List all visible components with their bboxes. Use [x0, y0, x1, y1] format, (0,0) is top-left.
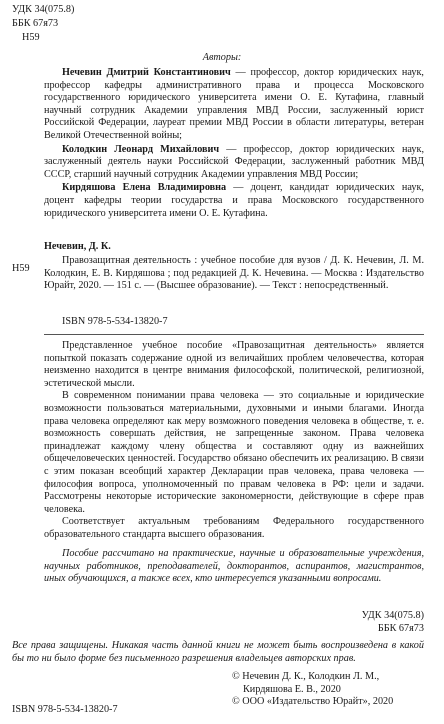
authors-list: [44, 67, 424, 220]
authors-heading: Авторы:: [202, 52, 242, 63]
author-entry: [44, 182, 424, 220]
author-index: Н59: [22, 32, 40, 43]
isbn: ISBN 978-5-534-13820-7: [62, 316, 168, 327]
annotation-paragraph: В современном понимании права человека — это социальные и юридические возможности пользоваться материальными, духовными и иными благами. Иногда права человека определяют как меру возможного поведения человека в обществе, т. е. возможность совершать действия, не запрещенные законом. Права человека принадлежат каждому члену общества и составляют одну из важнейших общечеловеческих ценностей. Государство обязано обеспечить их реализацию. В связи с этим показан всеобщий характер Декларации прав человека, права человека — философия вопроса, уполномоченный по правам человека в РФ: цели и задачи. Рассмотрены некоторые исторические закономерности, действующие в сфере прав человека.: [44, 390, 424, 515]
bbk-code: ББК 67я73: [377, 622, 424, 634]
annotation-paragraph: Представленное учебное пособие «Правозащитная деятельность» является попыткой показать содержание одной из величайших проблем человечества, которая неизменно находится в центре внимания философской, политической, религиозной, эстетической мысли.: [44, 340, 424, 389]
bib-text: Правозащитная деятельность : учебное пособие для вузов / Д. К. Нечевин, Л. М. Колодкин, Е. В. Кирдяшова ; под редакцией Д. К. Нечевина. — Москва : Издательство Юрайт, 2020. — 151 с. — (Высшее образование). — Текст : непосредственный.: [44, 255, 424, 292]
author-description: — профессор, доктор юридических наук, заслуженный деятель науки Российской Федерации, заслуженный работник МВД СССР, старший научный сотрудник Академии управления МВД России;: [44, 143, 424, 180]
author-entry: [44, 67, 424, 143]
bottom-isbn: ISBN 978-5-534-13820-7: [12, 704, 118, 715]
bottom-codes: [362, 610, 424, 635]
bibliographic-record: [44, 255, 424, 293]
classification-codes: [12, 4, 74, 46]
rights-notice: Все права защищены. Никакая часть данной книги не может быть воспроизведена в какой бы то ни было форме без письменного разрешения владельцев авторских прав.: [12, 640, 424, 664]
main-author: Нечевин, Д. К.: [44, 241, 111, 252]
author-name: Кирдяшова Елена Владимировна: [62, 182, 227, 194]
divider: [44, 334, 424, 335]
author-description: — доцент, кандидат юридических наук, доцент кафедры теории государства и права Московского государственного юридического университета имени О. Е. Кутафина.: [44, 182, 424, 219]
udk-code: УДК 34(075.8): [12, 4, 75, 15]
author-name: Нечевин Дмитрий Константинович: [62, 67, 231, 78]
audience-note: [44, 548, 424, 586]
copyright-line: © Нечевин Д. К., Колодкин Л. М.,: [232, 671, 380, 682]
annotation: [44, 340, 424, 542]
author-entry: [44, 144, 424, 182]
annotation-paragraph: Соответствует актуальным требованиям Федерального государственного образовательного стандарта высшего образования.: [44, 516, 424, 540]
udk-code: УДК 34(075.8): [361, 610, 424, 621]
bbk-code: ББК 67я73: [12, 18, 59, 29]
copyright-line: Кирдяшова Е. В., 2020: [243, 683, 341, 695]
copyright-block: [232, 671, 424, 709]
audience-text: Пособие рассчитано на практические, научные и образовательные учреждения, научных работников, преподавателей, докторантов, аспирантов, магистрантов, иных обучающихся, а также всех, кто интересуется указанными вопросами.: [44, 548, 424, 585]
author-description: — профессор, доктор юридических наук, профессор кафедры административного права и процесса Московского государственного юридического университета имени О. Е. Кутафина, главный научный сотрудник Академии управления МВД России, заслуженный юрист Российской Федерации, лауреат премии МВД России в области литературы, ветеран Великой Отечественной войны;: [44, 67, 424, 141]
author-name: Колодкин Леонард Михайлович: [62, 143, 220, 155]
copyright-line: © ООО «Издательство Юрайт», 2020: [232, 696, 394, 708]
side-index: Н59: [12, 263, 30, 274]
